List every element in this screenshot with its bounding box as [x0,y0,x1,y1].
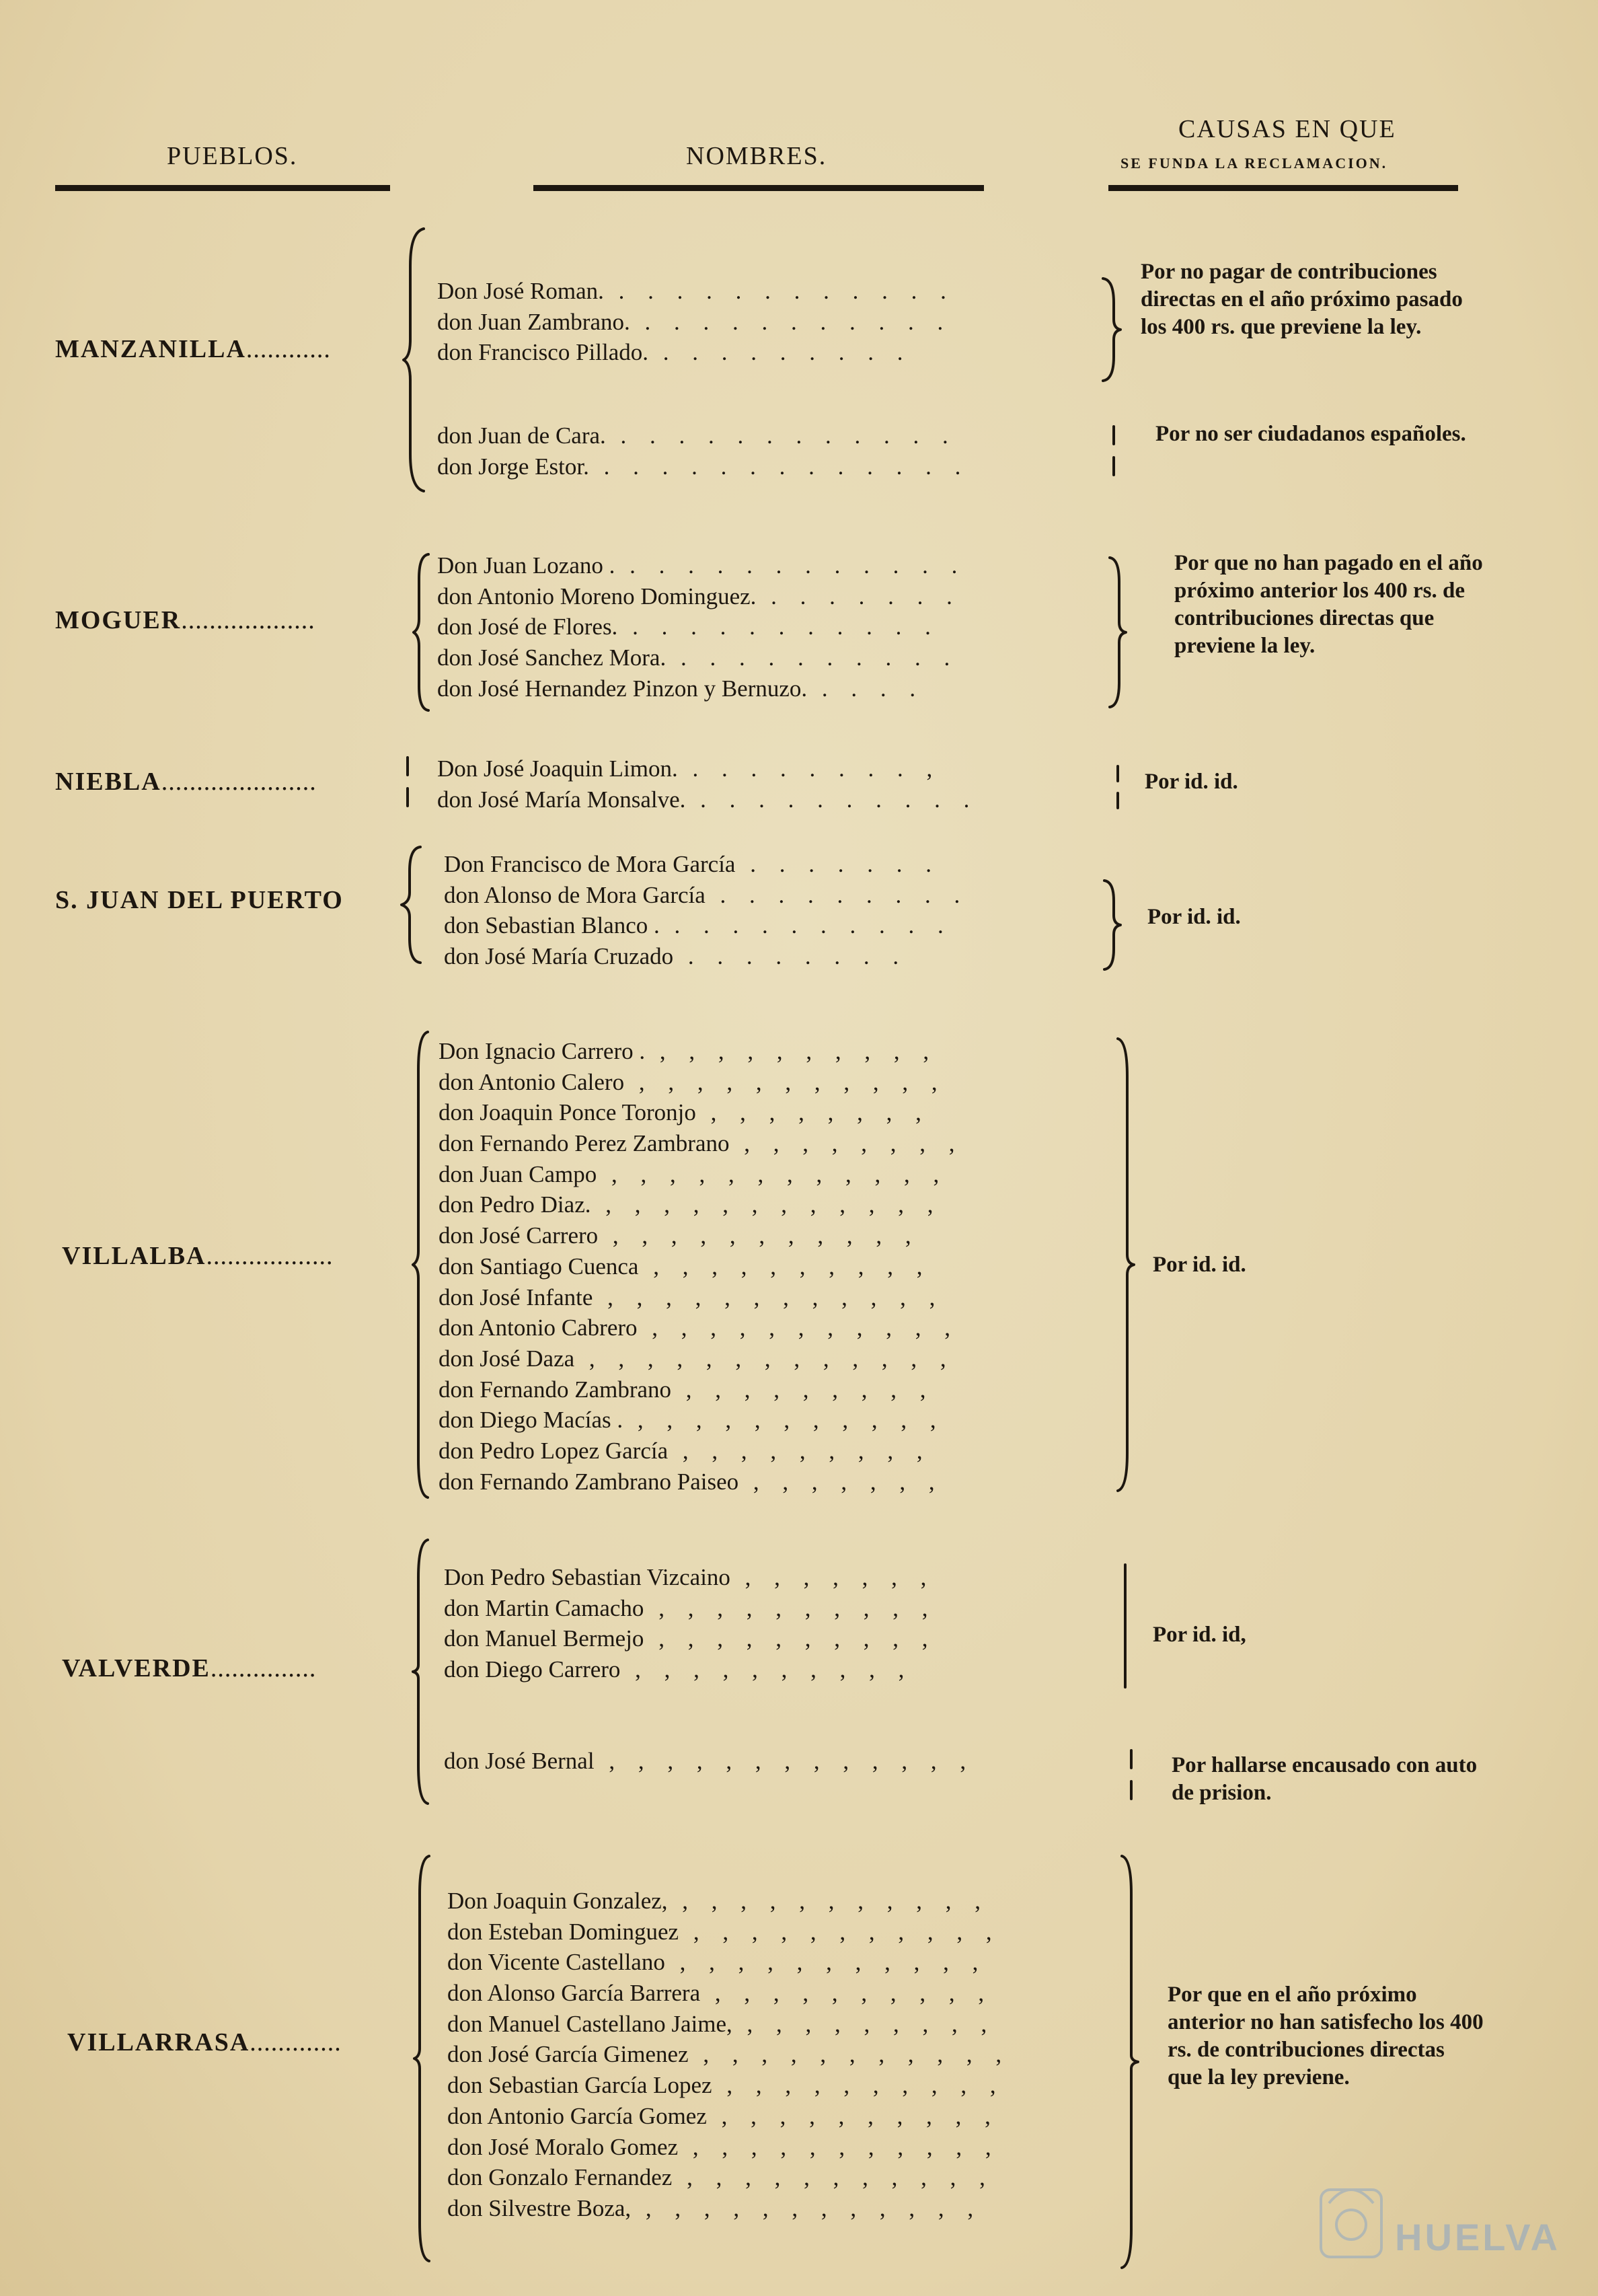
names-list [444,1562,936,1685]
cause-text: Por id. id. [1145,770,1238,794]
person-name: don José Sanchez Mora. . . . . . . . . . . [437,644,959,671]
header-rule-nombres [533,185,984,191]
person-name: don José Infante , , , , , , , , , , , , [439,1284,944,1310]
header-nombres: NOMBRES. [686,142,827,170]
person-name: Don Juan Lozano . . . . . . . . . . . . . [437,552,966,579]
person-name: don Fernando Zambrano , , , , , , , , , [439,1376,935,1403]
town-label: VILLARRASA [67,2028,250,2057]
person-name: don Alonso García Barrera , , , , , , , , , , [447,1980,993,2007]
town-leader: ............. [250,2028,342,2057]
person-name: don Pedro Diaz. , , , , , , , , , , , , [439,1191,942,1218]
header-causas: CAUSAS EN QUE [1178,115,1396,143]
person-name: Don Francisco de Mora García . . . . . . . [444,851,940,877]
cause-brace [1108,555,1129,710]
names-list [437,753,978,815]
town-leader: ............ [245,335,331,363]
cause-brace [1127,1748,1135,1802]
person-name: don José María Monsalve. . . . . . . . . . . [437,786,979,813]
names-list [439,1036,964,1497]
cause-brace [1102,276,1122,383]
header-rule-causas [1108,185,1458,191]
person-name: don José Daza , , , , , , , , , , , , , [439,1345,955,1372]
person-name: Don Joaquin Gonzalez, , , , , , , , , , , , [447,1888,990,1914]
town-valverde [62,1654,316,1683]
cause-text: Por no pagar de contribuciones directas en el año próximo pasado los 400 rs. que previene la ley. [1141,260,1463,339]
town-label: MANZANILLA [55,335,246,363]
cause-brace [1120,1562,1130,1690]
person-name: don José Hernandez Pinzon y Bernuzo. . . . . [437,675,925,702]
town-niebla [55,767,317,797]
town-label: NIEBLA [55,768,161,796]
town-brace-manzanilla [404,225,430,494]
person-name: don José Moralo Gomez , , , , , , , , , , , [447,2133,1000,2160]
town-label: VILLALBA [62,1242,206,1270]
person-name: Don José Joaquin Limon. . . . . . . . . , [437,755,942,782]
town-moguer [55,605,315,635]
person-name: don José Bernal , , , , , , , , , , , , , [444,1748,975,1774]
person-name: don Jorge Estor. . . . . . . . . . . . . . [437,453,970,480]
town-brace-valverde [412,1537,432,1806]
person-name: don José Carrero , , , , , , , , , , , [439,1222,920,1249]
town-villarrasa [67,2028,342,2057]
town-brace-niebla [404,755,412,809]
person-name: don Alonso de Mora García . . . . . . . . . [444,881,969,908]
person-name: don José María Cruzado . . . . . . . . [444,943,908,970]
person-name: Don Ignacio Carrero . , , , , , , , , , , [439,1038,938,1064]
person-name: don Silvestre Boza, , , , , , , , , , , , , [447,2194,983,2221]
cause-brace [1116,1036,1137,1493]
names-list [444,1746,975,1777]
town-brace-villarrasa [413,1853,433,2264]
person-name: don Fernando Zambrano Paiseo , , , , , , , [439,1468,944,1495]
header-pueblos: PUEBLOS. [167,142,298,170]
person-name: don Santiago Cuenca , , , , , , , , , , [439,1253,931,1280]
person-name: don Fernando Perez Zambrano , , , , , , , , [439,1130,964,1157]
person-name: don Manuel Bermejo , , , , , , , , , , [444,1625,937,1652]
person-name: don Juan Campo , , , , , , , , , , , , [439,1160,948,1187]
names-list [437,276,955,368]
person-name: don Antonio García Gomez , , , , , , , , , , [447,2102,999,2129]
person-name: don José de Flores. . . . . . . . . . . . [437,614,940,640]
person-name: don Juan de Cara. . . . . . . . . . . . . [437,422,957,449]
person-name: Don Pedro Sebastian Vizcaino , , , , , , , [444,1564,936,1590]
person-name: don Esteban Dominguez , , , , , , , , , , , [447,1918,1001,1945]
cause-brace [1103,878,1123,972]
person-name: don Francisco Pillado. . . . . . . . . . [437,339,912,366]
cause-brace [1114,764,1122,811]
header-causas-sub: SE FUNDA LA RECLAMACION. [1120,155,1388,172]
header-rule-pueblos [55,185,390,191]
cause-text: Por id. id. [1153,1253,1246,1277]
town-manzanilla [55,334,331,364]
library-seal [1316,2163,1585,2277]
town-leader: ............... [210,1654,317,1682]
town-label: MOGUER [55,606,182,634]
town-villalba [62,1241,334,1271]
cause-brace [414,552,434,713]
town-label: VALVERDE [62,1654,211,1682]
person-name: don Pedro Lopez García , , , , , , , , , [439,1437,931,1464]
town-leader: ...................... [161,768,317,796]
person-name: don Gonzalo Fernandez , , , , , , , , , , , [447,2164,994,2191]
person-name: Don José Roman. . . . . . . . . . . . . [437,278,955,304]
person-name: don Sebastian García Lopez , , , , , , , , , , [447,2072,1005,2099]
person-name: don Manuel Castellano Jaime, , , , , , , , , , [447,2010,996,2037]
person-name: don Juan Zambrano. . . . . . . . . . . . [437,308,952,335]
town-brace-villalba [412,1029,432,1500]
town-label: S. JUAN DEL PUERTO [55,886,344,914]
cause-brace [1120,1853,1141,2270]
town-leader: .................. [206,1242,334,1270]
cause-brace [1110,424,1118,478]
town-brace-s-juan [400,844,427,965]
seal-text: HUELVA [1395,2216,1560,2258]
town-leader: ................... [181,606,315,634]
person-name: don Diego Carrero , , , , , , , , , , [444,1656,913,1683]
names-list [447,1886,1010,2224]
person-name: don Antonio Cabrero , , , , , , , , , , , [439,1314,960,1341]
person-name: don Sebastian Blanco . . . . . . . . . . . [444,912,952,939]
person-name: don Vicente Castellano , , , , , , , , , , , [447,1949,987,1976]
cause-text: Por id. id, [1153,1623,1246,1647]
town-s-juan-del-puerto [55,885,344,915]
cause-text: Por no ser ciudadanos españoles. [1155,422,1466,446]
person-name: don Antonio Moreno Dominguez. . . . . . . . [437,583,961,609]
person-name: don Antonio Calero , , , , , , , , , , , [439,1068,946,1095]
person-name: don José García Gimenez , , , , , , , , , , , [447,2041,1011,2068]
person-name: don Diego Macías . , , , , , , , , , , , [439,1407,945,1434]
names-list [437,550,966,704]
person-name: don Martin Camacho , , , , , , , , , , [444,1594,937,1621]
person-name: don Joaquin Ponce Toronjo , , , , , , , , [439,1099,930,1126]
names-list [437,420,969,482]
cause-text: Por que en el año próximo anterior no han satisfecho los 400 rs. de contribuciones directas que la ley previene. [1168,1983,1484,2089]
cause-text: Por hallarse encausado con auto de prision. [1172,1753,1478,1805]
cause-text: Por id. id. [1147,905,1241,929]
names-list [444,849,968,972]
cause-text: Por que no han pagado en el año próximo anterior los 400 rs. de contribuciones directas que previene la ley. [1174,551,1483,658]
